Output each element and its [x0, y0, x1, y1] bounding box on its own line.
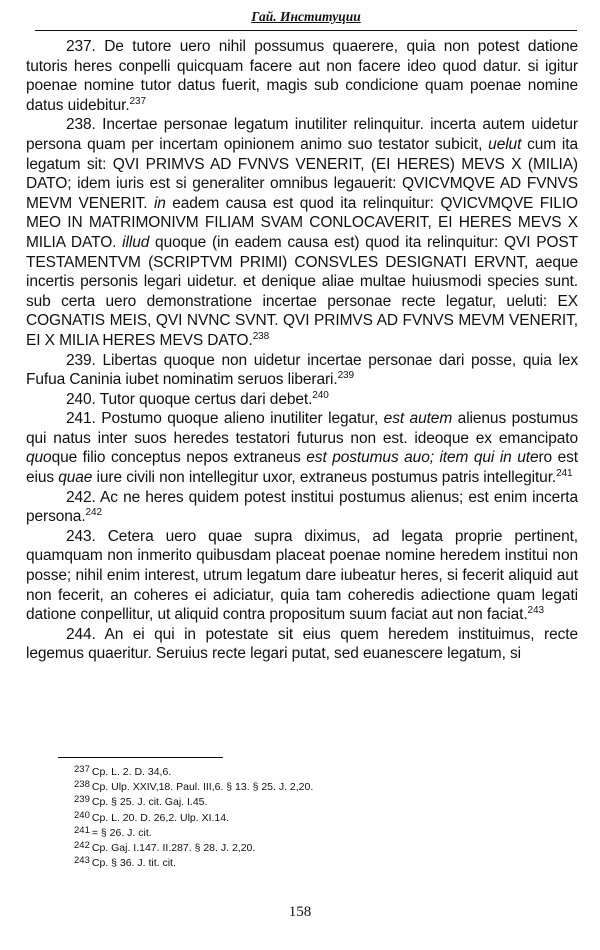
- footnote-number: 237: [74, 764, 90, 775]
- text-run: 238. Incertae personae legatum inutiliter relinquitur. incerta autem uidetur persona quam per incertam opinionem animo suo testator subicit,: [26, 116, 578, 153]
- footnote-reference: 238: [252, 330, 270, 342]
- footnote-reference: 237: [129, 95, 146, 107]
- text-run: 240. Tutor quoque certus dari debet.: [66, 390, 313, 408]
- paragraph: [26, 488, 578, 527]
- text-run: iure civili non intellegitur uxor, extraneus postumus patris intellegitur.: [92, 469, 557, 487]
- text-run: 242. Ac ne heres quidem potest institui postumus alienus; est enim incerta persona.: [26, 488, 578, 526]
- text-run: que filio conceptus nepos extraneus: [51, 449, 307, 467]
- footnote: [74, 856, 474, 871]
- footnote-reference: 240: [312, 389, 329, 401]
- italic-text: est autem: [383, 410, 453, 428]
- text-run: 243. Cetera uero quae supra diximus, ad legata proprie pertinent, quamquam non inmerito quibusdam placeat poenae nomine heredem institui non posse; nihil enim interest, utrum legatum dare iubeatur heres, si fecerit aliquid aut non fecerit, an coheres ei adiciatur, quia tam coheredis adiectione quam legati datione conpellitur, ut aliquid contra propositum suum faciat aut non faciat.: [26, 527, 578, 624]
- footnote-text: Cp. Ulp. XXIV,18. Paul. III,6. § 13. § 25. J. 2,20.: [91, 781, 314, 794]
- text-run: alienus postumus qui natus inter suos heredes testatori futurus non est. ideoque ex emancipato: [26, 410, 579, 447]
- footnote: [74, 811, 474, 826]
- footnote-reference: 241: [556, 467, 573, 479]
- paragraph: [26, 351, 578, 390]
- footnote: [74, 780, 474, 795]
- footnote-number: 243: [74, 855, 90, 867]
- footnote-text: Cp. L. 2. D. 34,6.: [91, 766, 172, 778]
- footnote-text: Cp. Gaj. I.147. II.287. § 28. J. 2,20.: [91, 842, 256, 855]
- text-run: 239. Libertas quoque non uidetur incertae personae dari posse, quia lex Fufua Caninia iubet nominatim seruos liberari.: [26, 351, 578, 389]
- footnote-number: 242: [74, 840, 90, 852]
- paragraph: [26, 409, 578, 487]
- footnote: [74, 795, 474, 810]
- text-run: ro est eius: [26, 449, 578, 487]
- paragraph: [26, 390, 578, 410]
- footnotes: [74, 765, 474, 871]
- text-run: 241. Postumo quoque alieno inutiliter legatur,: [66, 410, 384, 428]
- footnote: [74, 765, 474, 780]
- footnote-text: Cp. L. 20. D. 26,2. Ulp. XI.14.: [91, 811, 230, 824]
- italic-text: quo: [26, 449, 52, 467]
- footnote-text: = § 26. J. cit.: [91, 826, 152, 839]
- footnote: [74, 826, 474, 841]
- footnote-number: 238: [74, 779, 90, 791]
- footnote-divider: [58, 757, 223, 758]
- running-header-title: Гай. Институции: [251, 9, 361, 24]
- paragraph: [26, 37, 578, 115]
- italic-text: illud: [122, 233, 150, 251]
- paragraph: [26, 115, 578, 350]
- paragraph: [26, 625, 578, 664]
- text-run: quoque (in eadem causa est) quod ita relinquitur: QVI POST TESTAMENTVM (SCRIPTVM PRIMI) CONSVLES DESIGNATI ERVNT, aeque incertis personis legari uidetur. et denique aliae multae huiusmodi species sunt. sub certa uero demonstratione incertae personae recte legatur, ueluti: EX COGNATIS MEIS, QVI NVNC SVNT. QVI PRIMVS AD FVNVS MEVM VENERIT, EI X MILIA HERES MEVS DATO.: [26, 233, 579, 349]
- page-number: 158: [288, 904, 312, 920]
- main-text: [26, 37, 578, 664]
- footnote-number: 240: [74, 809, 90, 821]
- italic-text: est postumus auo; item qui in ute: [306, 449, 539, 467]
- italic-text: quae: [58, 469, 93, 487]
- footnote-number: 241: [74, 824, 90, 836]
- footnote-reference: 242: [85, 507, 102, 519]
- text-run: cum ita legatum sit: QVI PRIMVS AD FVNVS VENERIT, (EI HERES) MEVS X (MILIA) DATO; idem iuris est si generaliter omnibus legauerit: QVICVMQVE AD FVNVS MEVM VENERIT.: [26, 135, 578, 212]
- text-run: eadem causa est quod ita relinquitur: QVICVMQVE FILIO MEO IN MATRIMONIVM FILIAM SVAM CONLOCAVERIT, EI HERES MEVS X MILIA DATO.: [26, 194, 578, 251]
- footnote-number: 239: [74, 794, 90, 806]
- italic-text: in: [153, 194, 166, 212]
- footnote-reference: 239: [337, 369, 354, 381]
- footnote-text: Cp. § 25. J. cit. Gaj. I.45.: [91, 796, 208, 809]
- footnote: [74, 841, 474, 856]
- paragraph: [26, 527, 578, 625]
- footnote-text: Cp. § 36. J. tit. cit.: [91, 857, 176, 870]
- running-header: [35, 8, 577, 31]
- text-run: 244. An ei qui in potestate sit eius quem heredem instituimus, recte legemus quaeritur. Seruius recte legari putat, sed euanescere legatum, si: [26, 625, 578, 663]
- text-run: 237. De tutore uero nihil possumus quaerere, quia non potest datione tutoris heres conpelli quicquam facere aut non facere ideo quod datur. si igitur poenae nomine tutor datus fuerit, magis sub condicione quam poenae nomine datus uidebitur.: [26, 38, 578, 114]
- italic-text: uelut: [488, 135, 522, 153]
- footnote-reference: 243: [527, 605, 544, 617]
